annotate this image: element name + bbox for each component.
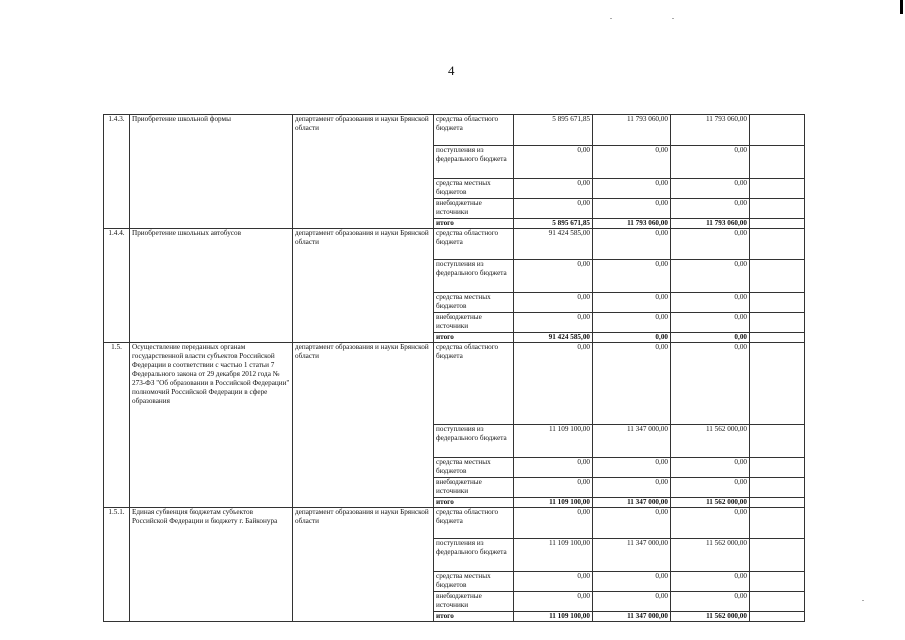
funding-source: средства областного бюджета bbox=[434, 115, 514, 146]
empty-cell bbox=[750, 592, 805, 612]
funding-source: итого bbox=[434, 219, 514, 229]
value-year-3: 0,00 bbox=[671, 199, 750, 219]
value-year-1: 5 895 671,85 bbox=[514, 219, 593, 229]
value-year-3: 11 562 000,00 bbox=[671, 539, 750, 572]
funding-source: итого bbox=[434, 498, 514, 508]
empty-cell bbox=[750, 293, 805, 313]
scan-corner-mark bbox=[900, 0, 903, 14]
value-year-3: 0,00 bbox=[671, 508, 750, 539]
value-year-2: 0,00 bbox=[593, 229, 671, 260]
value-year-1: 0,00 bbox=[514, 313, 593, 333]
value-year-3: 0,00 bbox=[671, 179, 750, 199]
row-name: Приобретение школьной формы bbox=[130, 115, 293, 229]
value-year-2: 0,00 bbox=[593, 572, 671, 592]
empty-cell bbox=[750, 425, 805, 458]
value-year-1: 0,00 bbox=[514, 260, 593, 293]
funding-source: внебюджетные источники bbox=[434, 478, 514, 498]
value-year-1: 11 109 100,00 bbox=[514, 612, 593, 622]
funding-source: поступления из федерального бюджета bbox=[434, 425, 514, 458]
value-year-2: 11 347 000,00 bbox=[593, 425, 671, 458]
funding-source: средства местных бюджетов bbox=[434, 458, 514, 478]
empty-cell bbox=[750, 458, 805, 478]
value-year-2: 11 793 060,00 bbox=[593, 115, 671, 146]
value-year-1: 11 109 100,00 bbox=[514, 539, 593, 572]
value-year-1: 5 895 671,85 bbox=[514, 115, 593, 146]
empty-cell bbox=[750, 508, 805, 539]
budget-table bbox=[103, 114, 805, 622]
row-executor: департамент образования и науки Брянской области bbox=[293, 343, 434, 508]
funding-source: средства областного бюджета bbox=[434, 508, 514, 539]
value-year-2: 0,00 bbox=[593, 478, 671, 498]
value-year-1: 91 424 585,00 bbox=[514, 229, 593, 260]
empty-cell bbox=[750, 498, 805, 508]
table-row bbox=[104, 508, 805, 539]
row-name: Осуществление переданных органам государственной власти субъектов Российской Федерации в соответствии с частью 1 статьи 7 Федерального закона от 29 декабря 2012 года № 273-ФЗ "Об образовании в Российской Федерации" полномочий Российской Федерации в сфере образования bbox=[130, 343, 293, 508]
row-code: 1.5.1. bbox=[104, 508, 130, 622]
value-year-3: 0,00 bbox=[671, 572, 750, 592]
empty-cell bbox=[750, 612, 805, 622]
value-year-2: 0,00 bbox=[593, 293, 671, 313]
empty-cell bbox=[750, 260, 805, 293]
value-year-3: 0,00 bbox=[671, 146, 750, 179]
value-year-1: 0,00 bbox=[514, 199, 593, 219]
table-row bbox=[104, 115, 805, 146]
row-executor: департамент образования и науки Брянской области bbox=[293, 508, 434, 622]
value-year-2: 11 347 000,00 bbox=[593, 539, 671, 572]
value-year-1: 0,00 bbox=[514, 343, 593, 425]
value-year-1: 0,00 bbox=[514, 478, 593, 498]
value-year-3: 0,00 bbox=[671, 260, 750, 293]
value-year-3: 11 562 000,00 bbox=[671, 425, 750, 458]
funding-source: поступления из федерального бюджета bbox=[434, 539, 514, 572]
value-year-2: 0,00 bbox=[593, 313, 671, 333]
empty-cell bbox=[750, 572, 805, 592]
scan-speck bbox=[672, 18, 674, 19]
value-year-2: 0,00 bbox=[593, 343, 671, 425]
funding-source: поступления из федерального бюджета bbox=[434, 146, 514, 179]
value-year-1: 91 424 585,00 bbox=[514, 333, 593, 343]
funding-source: итого bbox=[434, 612, 514, 622]
row-name: Приобретение школьных автобусов bbox=[130, 229, 293, 343]
value-year-3: 0,00 bbox=[671, 592, 750, 612]
value-year-3: 0,00 bbox=[671, 313, 750, 333]
funding-source: итого bbox=[434, 333, 514, 343]
funding-source: средства местных бюджетов bbox=[434, 293, 514, 313]
value-year-2: 0,00 bbox=[593, 260, 671, 293]
row-name: Единая субвенция бюджетам субъектов Российской Федерации и бюджету г. Байконура bbox=[130, 508, 293, 622]
row-executor: департамент образования и науки Брянской области bbox=[293, 115, 434, 229]
funding-source: средства местных бюджетов bbox=[434, 179, 514, 199]
empty-cell bbox=[750, 146, 805, 179]
value-year-2: 0,00 bbox=[593, 199, 671, 219]
value-year-3: 0,00 bbox=[671, 229, 750, 260]
value-year-3: 11 562 000,00 bbox=[671, 612, 750, 622]
value-year-3: 0,00 bbox=[671, 343, 750, 425]
value-year-1: 0,00 bbox=[514, 592, 593, 612]
empty-cell bbox=[750, 219, 805, 229]
empty-cell bbox=[750, 229, 805, 260]
empty-cell bbox=[750, 199, 805, 219]
row-executor: департамент образования и науки Брянской области bbox=[293, 229, 434, 343]
value-year-2: 0,00 bbox=[593, 333, 671, 343]
scan-speck bbox=[862, 600, 864, 601]
value-year-2: 11 347 000,00 bbox=[593, 612, 671, 622]
row-code: 1.4.3. bbox=[104, 115, 130, 229]
value-year-2: 11 347 000,00 bbox=[593, 498, 671, 508]
value-year-1: 0,00 bbox=[514, 458, 593, 478]
value-year-3: 0,00 bbox=[671, 478, 750, 498]
value-year-3: 0,00 bbox=[671, 458, 750, 478]
table-row bbox=[104, 343, 805, 425]
value-year-3: 11 793 060,00 bbox=[671, 115, 750, 146]
funding-source: поступления из федерального бюджета bbox=[434, 260, 514, 293]
value-year-2: 0,00 bbox=[593, 508, 671, 539]
value-year-3: 0,00 bbox=[671, 293, 750, 313]
empty-cell bbox=[750, 313, 805, 333]
funding-source: средства местных бюджетов bbox=[434, 572, 514, 592]
empty-cell bbox=[750, 115, 805, 146]
row-code: 1.4.4. bbox=[104, 229, 130, 343]
table-row bbox=[104, 229, 805, 260]
value-year-1: 11 109 100,00 bbox=[514, 498, 593, 508]
value-year-2: 11 793 060,00 bbox=[593, 219, 671, 229]
value-year-2: 0,00 bbox=[593, 179, 671, 199]
empty-cell bbox=[750, 343, 805, 425]
row-code: 1.5. bbox=[104, 343, 130, 508]
value-year-3: 11 793 060,00 bbox=[671, 219, 750, 229]
funding-source: средства областного бюджета bbox=[434, 343, 514, 425]
value-year-1: 0,00 bbox=[514, 179, 593, 199]
empty-cell bbox=[750, 478, 805, 498]
empty-cell bbox=[750, 179, 805, 199]
empty-cell bbox=[750, 539, 805, 572]
funding-source: средства областного бюджета bbox=[434, 229, 514, 260]
funding-source: внебюджетные источники bbox=[434, 313, 514, 333]
funding-source: внебюджетные источники bbox=[434, 592, 514, 612]
value-year-2: 0,00 bbox=[593, 592, 671, 612]
page-number: 4 bbox=[448, 63, 455, 78]
value-year-2: 0,00 bbox=[593, 146, 671, 179]
value-year-1: 0,00 bbox=[514, 508, 593, 539]
empty-cell bbox=[750, 333, 805, 343]
value-year-1: 0,00 bbox=[514, 146, 593, 179]
value-year-3: 0,00 bbox=[671, 333, 750, 343]
value-year-1: 0,00 bbox=[514, 293, 593, 313]
value-year-3: 11 562 000,00 bbox=[671, 498, 750, 508]
value-year-1: 11 109 100,00 bbox=[514, 425, 593, 458]
funding-source: внебюджетные источники bbox=[434, 199, 514, 219]
value-year-1: 0,00 bbox=[514, 572, 593, 592]
scan-speck bbox=[610, 18, 612, 19]
value-year-2: 0,00 bbox=[593, 458, 671, 478]
